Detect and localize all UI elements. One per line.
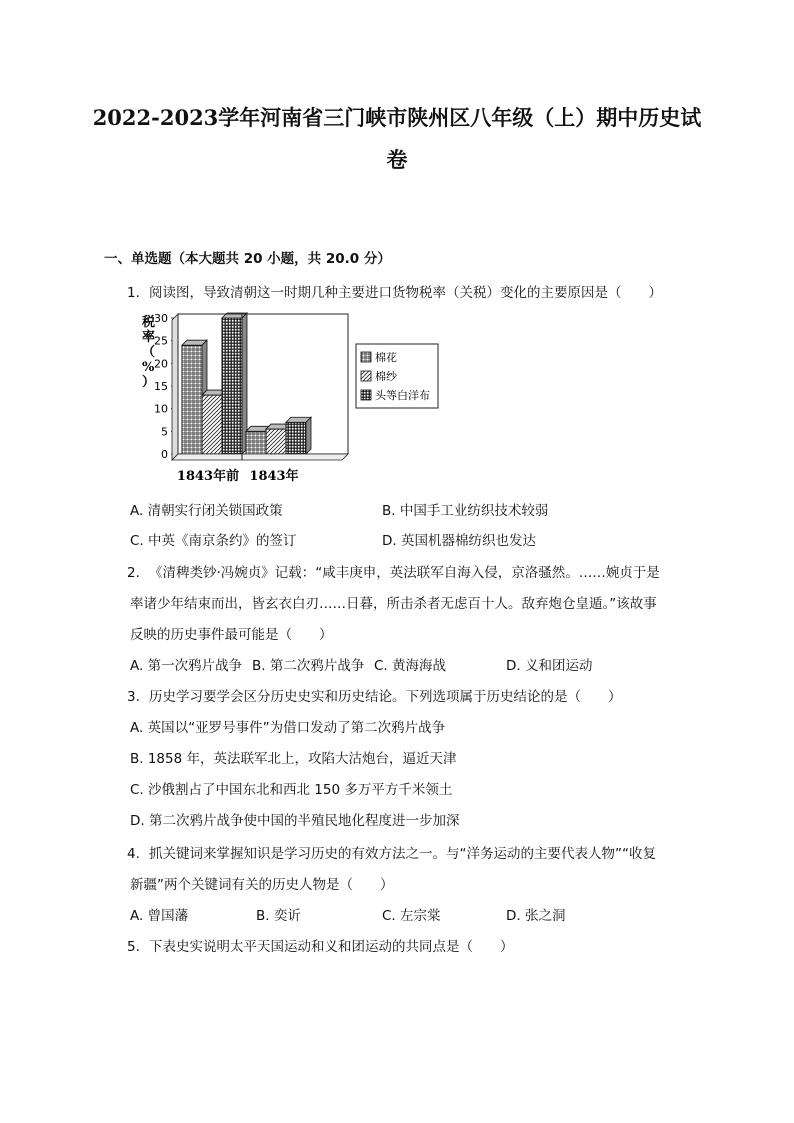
question-stem-line2: 率诸少年结束而出，皆玄衣白刃……日暮，所击杀者无虑百十人。敌弃炮仓皇遁。”该故事 — [130, 596, 657, 612]
question-stem-line2: 新疆”两个关键词有关的历史人物是（ ） — [130, 877, 394, 893]
question-number: 3. — [127, 689, 140, 705]
question-stem-line1: 抓关键词来掌握知识是学习历史的有效方法之一。与“洋务运动的主要代表人物”“收复 — [149, 846, 656, 862]
q2-options-row — [130, 654, 730, 674]
question-stem-line3: 反映的历史事件最可能是（ ） — [130, 627, 333, 643]
legend-swatch — [361, 371, 371, 381]
y-tick-label: 10 — [154, 402, 168, 416]
chart-legend — [356, 344, 438, 408]
question-5 — [127, 935, 514, 955]
option-d[interactable]: D. 义和团运动 — [506, 658, 593, 674]
option-b[interactable]: B. 奕䜣 — [256, 908, 301, 924]
y-tick-label: 25 — [154, 334, 168, 348]
y-tick-label: 5 — [161, 425, 168, 439]
bar-1-2 — [286, 417, 311, 454]
question-number: 4. — [127, 846, 140, 862]
question-2 — [127, 561, 660, 581]
question-number: 5. — [127, 939, 140, 955]
section-heading: 一、单选题（本大题共 20 小题，共 20.0 分） — [104, 251, 391, 267]
option-a[interactable]: A. 曾国藩 — [130, 908, 189, 924]
option-d[interactable]: D. 张之洞 — [506, 908, 566, 924]
option-b[interactable]: B. 中国手工业纺织技术较弱 — [382, 503, 549, 519]
tariff-bar-chart — [128, 312, 448, 490]
y-tick-label: 20 — [154, 357, 168, 371]
bars — [182, 313, 311, 454]
q1-options-row2 — [130, 529, 730, 549]
y-axis-title — [141, 314, 155, 390]
legend-label: 头等白洋布 — [375, 389, 430, 402]
option-d[interactable]: D. 第二次鸦片战争使中国的半殖民地化程度进一步加深 — [130, 813, 460, 829]
option-a[interactable]: A. 清朝实行闭关锁国政策 — [130, 503, 283, 519]
y-tick-label: 30 — [154, 312, 168, 325]
question-stem: 历史学习要学会区分历史史实和历史结论。下列选项属于历史结论的是（ ） — [149, 689, 622, 705]
option-b[interactable]: B. 1858 年，英法联军北上，攻陷大沽炮台，逼近天津 — [130, 751, 457, 767]
question-number: 1. — [127, 285, 140, 301]
option-a[interactable]: A. 英国以“亚罗号事件”为借口发动了第二次鸦片战争 — [130, 720, 446, 736]
q4-options-row — [130, 904, 730, 924]
question-stem: 下表史实说明太平天国运动和义和团运动的共同点是（ ） — [149, 939, 514, 955]
option-c[interactable]: C. 左宗棠 — [382, 908, 441, 924]
x-tick-labels — [177, 468, 299, 484]
question-stem: 阅读图，导致清朝这一时期几种主要进口货物税率（关税）变化的主要原因是（ ） — [149, 285, 662, 301]
option-c[interactable]: C. 黄海海战 — [374, 658, 447, 674]
legend-swatch — [361, 352, 371, 362]
y-tick-label: 15 — [154, 380, 168, 393]
legend-label: 棉纱 — [375, 370, 397, 383]
question-1 — [127, 281, 662, 301]
paper-title-line2: 卷 — [386, 147, 408, 172]
legend-swatch — [361, 390, 371, 400]
question-3 — [127, 685, 622, 705]
legend-label: 棉花 — [375, 351, 397, 364]
question-number: 2. — [127, 565, 140, 581]
question-stem-line1: 《清稗类钞·冯婉贞》记载：“咸丰庚申，英法联军自海入侵，京洛骚然。……婉贞于是 — [149, 565, 660, 581]
q1-options-row1 — [130, 499, 730, 519]
y-tick-label: 0 — [161, 448, 168, 461]
svg-text:税率（%）: 税率（%） — [142, 315, 156, 390]
option-d[interactable]: D. 英国机器棉纺织也发达 — [382, 533, 536, 549]
option-c[interactable]: C. 沙俄割占了中国东北和西北 150 多万平方千米领土 — [130, 782, 453, 798]
question-4 — [127, 842, 656, 862]
option-b[interactable]: B. 第二次鸦片战争 — [252, 658, 365, 674]
option-c[interactable]: C. 中英《南京条约》的签订 — [130, 533, 297, 549]
x-tick-label: 1843年前 — [176, 469, 240, 484]
bar-0-2 — [222, 313, 247, 454]
paper-title-line1: 2022-2023学年河南省三门峡市陕州区八年级（上）期中历史试 — [92, 105, 702, 130]
x-tick-label: 1843年 — [249, 469, 299, 484]
option-a[interactable]: A. 第一次鸦片战争 — [130, 658, 243, 674]
